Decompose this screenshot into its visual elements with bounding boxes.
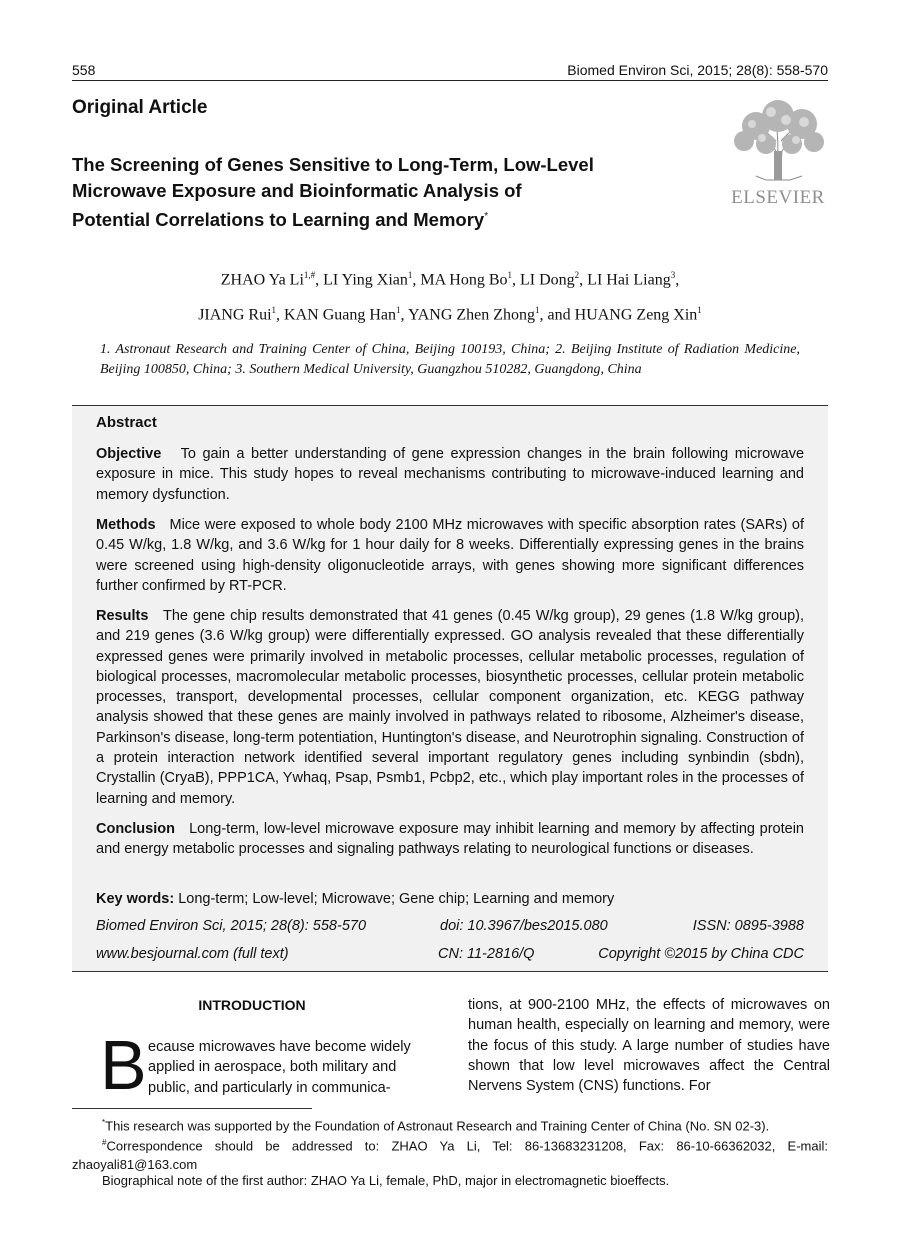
elsevier-tree-icon: [726, 96, 830, 182]
affiliations: 1. Astronaut Research and Training Center of China, Beijing 100193, China; 2. Beijing Institute of Radiation Medicine, Beijing 100850, China; 3. Southern Medical University, Guangzhou 510282, Guangdong, China: [100, 342, 800, 377]
author: KAN Guang Han: [284, 306, 397, 324]
website[interactable]: www.besjournal.com (full text): [96, 946, 289, 962]
title-line-1: The Screening of Genes Sensitive to Long-Term, Low-Level: [72, 154, 594, 175]
footnote-correspondence: #Correspondence should be addressed to: ZHAO Ya Li, Tel: 86-13683231208, Fax: 86-10-66362032, E-mail: zhaoyali81@163.com: [72, 1138, 828, 1172]
copyright: Copyright ©2015 by China CDC: [598, 946, 804, 962]
intro-right-column: tions, at 900-2100 MHz, the effects of microwaves on human health, especially on learning and memory, were the focus of this study. A large number of studies have shown that low level microwaves affect the Central Nervens System (CNS) functions. For: [468, 997, 830, 1095]
abstract-methods: Methods Mice were exposed to whole body 2100 MHz microwaves with specific absorption rates (SARs) of 0.45 W/kg, 1.8 W/kg, and 3.6 W/kg for 1 hour daily for 8 weeks. Differentially expressing genes in the brains were screened using high-density oligonucleotide arrays, with genes showing more significant differences further confirmed by RT-PCR.: [96, 517, 804, 594]
introduction-heading: INTRODUCTION: [198, 997, 306, 1013]
page-number: 558: [72, 62, 96, 78]
author: LI Ying Xian: [323, 271, 408, 289]
title-footnote-marker: *: [484, 211, 489, 222]
cn-number: CN: 11-2816/Q: [438, 946, 535, 962]
author: LI Dong: [520, 271, 575, 289]
intro-left-column: ecause microwaves have become widely applied in aerospace, both military and public, and particularly in communica-: [148, 1039, 411, 1096]
abstract-results: Results The gene chip results demonstrated that 41 genes (0.45 W/kg group), 29 genes (1.8 W/kg group), and 219 genes (3.6 W/kg group) were differentially expressed. GO analysis revealed that these differentially expressed genes were primarily involved in metabolic processes, cellular metabolic processes, regulation of biological processes, macromolecular metabolic processes, biosynthetic processes, cellular protein metabolic processes, transport, developmental processes, cellular component organization, etc. KEGG pathway analysis showed that these genes are mainly involved in pathways related to ribosome, Alzheimer's disease, Parkinson's disease, long-term potentiation, Huntington's disease, and Neurotrophin signaling. Construction of a protein interaction network identified several important regulatory genes including synbindin (sbdn), Crystallin (CryaB), PPP1CA, Ywhaq, Psap, Psmb1, Pcbp2, etc., which play important roles in the processes of learning and memory.: [96, 608, 804, 807]
doi[interactable]: doi: 10.3967/bes2015.080: [440, 918, 608, 934]
abstract-objective: Objective To gain a better understanding of gene expression changes in the brain following microwave exposure in mice. This study hopes to reveal mechanisms contributing to microwave-induced learning and memory dysfunction.: [96, 446, 805, 503]
abstract-conclusion: Conclusion Long-term, low-level microwave exposure may inhibit learning and memory by affecting protein and energy metabolic processes and signaling pathways relating to neurological functions or diseases.: [96, 821, 804, 858]
dropcap: B: [100, 1026, 147, 1104]
article-title: [72, 152, 692, 233]
publisher-logo: [726, 96, 830, 206]
author: MA Hong Bo: [420, 271, 508, 289]
author: HUANG Zeng Xin: [574, 306, 698, 324]
footnote-funding: *This research was supported by the Foundation of Astronaut Research and Training Center of China (No. SN 02-3).: [102, 1118, 770, 1134]
journal-citation-header: Biomed Environ Sci, 2015; 28(8): 558-570: [567, 62, 828, 78]
author: LI Hai Liang: [587, 271, 671, 289]
footnote-biography: Biographical note of the first author: ZHAO Ya Li, female, PhD, major in electromagnetic bioeffects.: [102, 1173, 670, 1188]
author: JIANG Rui: [198, 306, 272, 324]
abstract-heading: Abstract: [96, 414, 157, 431]
abstract-keywords: Key words: Long-term; Low-level; Microwave; Gene chip; Learning and memory: [96, 891, 615, 907]
publisher-name: ELSEVIER: [731, 187, 825, 208]
article-type: Original Article: [72, 97, 208, 118]
footnote-rule: [72, 1108, 312, 1109]
author-list: [72, 260, 828, 331]
citation: Biomed Environ Sci, 2015; 28(8): 558-570: [96, 918, 367, 934]
header-rule: [72, 80, 828, 81]
title-line-3: Potential Correlations to Learning and Memory*: [72, 209, 489, 231]
author: ZHAO Ya Li: [220, 271, 304, 289]
author: YANG Zhen Zhong: [407, 306, 536, 324]
author-line-2: JIANG Rui$^1$, KAN Guang Han$^1$, YANG Zhen Zhong$^1$, and HUANG Zeng Xin$^1$: [198, 305, 702, 324]
issn: ISSN: 0895-3988: [692, 918, 804, 934]
author-line-1: ZHAO Ya $Li^{1,\#}$, LI Ying Xian$^1$, MA Hong Bo$^1$, LI Dong$^2$, LI Hai Liang$^3$,: [220, 270, 680, 289]
title-line-2: Microwave Exposure and Bioinformatic Analysis of: [72, 180, 522, 201]
